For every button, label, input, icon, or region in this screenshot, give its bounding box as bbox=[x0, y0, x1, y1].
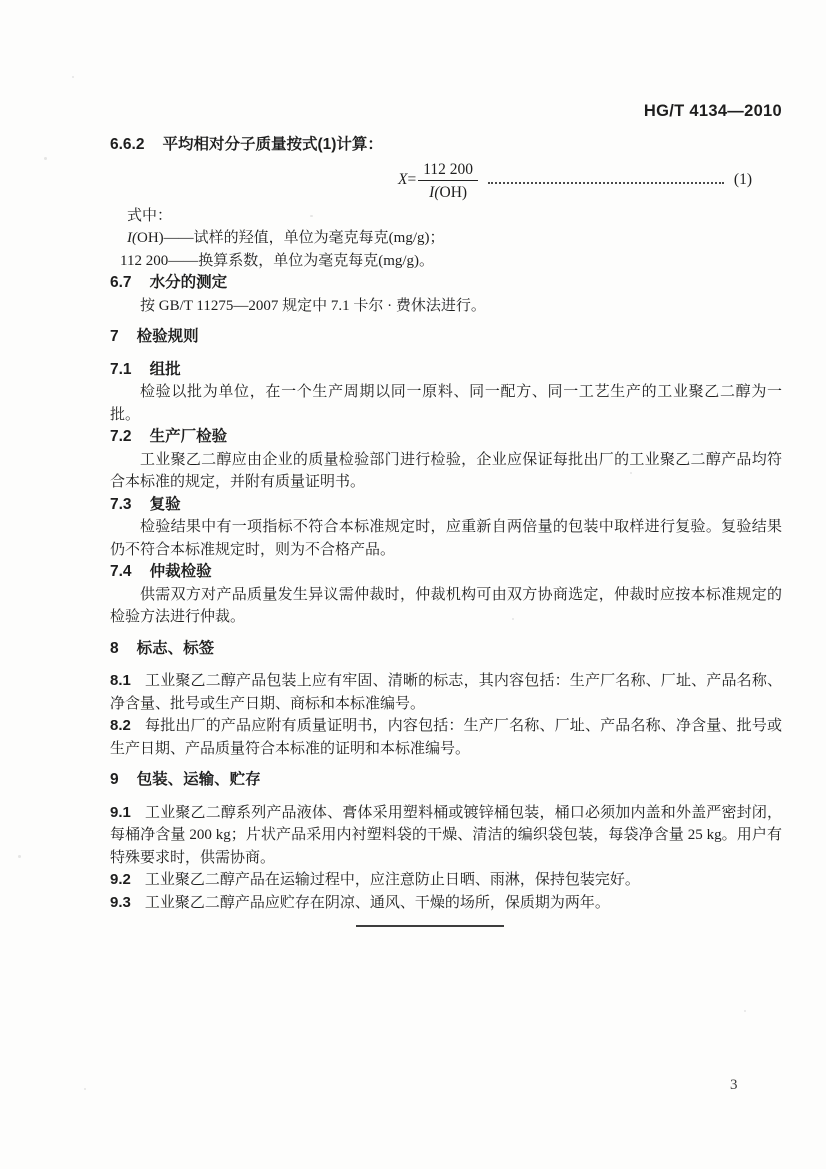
fraction-denominator: I(OH) bbox=[429, 183, 468, 201]
clause-9-2 bbox=[110, 869, 782, 892]
section-title: 标志、标签 bbox=[136, 639, 215, 657]
clause-title: 复验 bbox=[149, 495, 181, 513]
clause-9-3 bbox=[110, 892, 782, 915]
clause-body: 工业聚乙二醇系列产品液体、膏体采用塑料桶或镀锌桶包装，桶口必须加内盖和外盖严密封闭，每桶净含量 200 kg；片状产品采用内衬塑料袋的干燥、清洁的编织袋包装，每袋净含量 25 kg。用户有特殊要求时，供需协商。 bbox=[110, 804, 782, 866]
clause-body: 工业聚乙二醇产品在运输过程中，应注意防止日晒、雨淋，保持包装完好。 bbox=[144, 872, 640, 888]
clause-9-1 bbox=[110, 802, 782, 870]
clause-7-3-heading bbox=[110, 494, 782, 517]
definition-112200: 112 200——换算系数，单位为毫克每克(mg/g)。 bbox=[120, 252, 435, 269]
clause-number: 6.6.2 bbox=[110, 136, 145, 153]
scan-speck bbox=[72, 76, 74, 78]
section-number: 7 bbox=[110, 328, 119, 345]
clause-number: 9.2 bbox=[110, 871, 131, 888]
clause-7-2-heading bbox=[110, 426, 782, 449]
formula-equals: = bbox=[407, 171, 417, 189]
clause-6-7-body: 按 GB/T 11275—2007 规定中 7.1 卡尔 · 费休法进行。 bbox=[140, 297, 486, 314]
clause-body: 工业聚乙二醇产品应贮存在阴凉、通风、干燥的场所，保质期为两年。 bbox=[144, 894, 610, 911]
section-7-heading bbox=[110, 326, 782, 349]
clause-number: 8.1 bbox=[110, 672, 131, 689]
scan-speck bbox=[744, 1010, 746, 1012]
clause-title: 生产厂检验 bbox=[149, 428, 228, 445]
clause-8-1 bbox=[110, 670, 782, 715]
clause-8-2 bbox=[110, 715, 782, 760]
clause-7-4-heading bbox=[110, 561, 782, 584]
clause-number: 9.1 bbox=[110, 803, 131, 821]
scan-speck bbox=[84, 1088, 86, 1090]
scan-speck bbox=[630, 472, 632, 474]
dotted-leader bbox=[488, 182, 724, 184]
clause-number: 7.1 bbox=[110, 360, 132, 378]
clause-number: 7.3 bbox=[110, 495, 132, 513]
formula-1 bbox=[398, 158, 752, 204]
scan-speck bbox=[18, 855, 21, 858]
clause-7-2-body: 工业聚乙二醇应由企业的质量检验部门进行检验，企业应保证每批出厂的工业聚乙二醇产品均符合本标准的规定，并附有质量证明书。 bbox=[110, 451, 782, 490]
clause-number: 7.4 bbox=[110, 563, 132, 580]
scan-speck bbox=[310, 215, 313, 217]
equation-number: (1) bbox=[733, 171, 752, 189]
clause-body: 每批出厂的产品应附有质量证明书，内容包括：生产厂名称、厂址、产品名称、净含量、批号或生产日期、产品质量符合本标准的证明和本标准编号。 bbox=[110, 718, 782, 757]
scan-speck bbox=[44, 157, 47, 160]
fraction-numerator: 112 200 bbox=[418, 160, 478, 181]
clause-number: 6.7 bbox=[110, 274, 132, 291]
clause-body: 工业聚乙二醇产品包装上应有牢固、清晰的标志，其内容包括：生产厂名称、厂址、产品名称、净含量、批号或生产日期、商标和本标准编号。 bbox=[110, 673, 782, 712]
clause-title: 平均相对分子质量按式(1)计算： bbox=[162, 136, 383, 153]
formula-fraction bbox=[418, 160, 478, 202]
section-9-heading bbox=[110, 769, 782, 792]
section-number: 8 bbox=[110, 639, 119, 657]
clause-6-6-2-heading bbox=[110, 134, 782, 157]
clause-7-4-body: 供需双方对产品质量发生异议需仲裁时，仲裁机构可由双方协商选定，仲裁时应按本标准规定的检验方法进行仲裁。 bbox=[110, 586, 782, 625]
formula-variable: X bbox=[398, 171, 408, 189]
clause-number: 7.2 bbox=[110, 428, 132, 445]
clause-7-1-body: 检验以批为单位，在一个生产周期以同一原料、同一配方、同一工艺生产的工业聚乙二醇为一批。 bbox=[110, 384, 782, 423]
clause-6-7-heading bbox=[110, 272, 782, 295]
section-title: 检验规则 bbox=[136, 328, 199, 345]
section-number: 9 bbox=[110, 771, 119, 788]
section-title: 包装、运输、贮存 bbox=[136, 771, 261, 788]
clause-number: 8.2 bbox=[110, 717, 131, 734]
section-8-heading bbox=[110, 638, 782, 661]
clause-7-1-heading bbox=[110, 359, 782, 382]
scan-speck bbox=[140, 330, 142, 332]
clause-number: 9.3 bbox=[110, 893, 131, 911]
standard-code-header: HG/T 4134—2010 bbox=[643, 102, 782, 120]
clause-7-3-body: 检验结果中有一项指标不符合本标准规定时，应重新自两倍量的包装中取样进行复验。复验结果仍不符合本标准规定时，则为不合格产品。 bbox=[110, 519, 782, 558]
page-number: 3 bbox=[730, 1077, 738, 1093]
clause-title: 仲裁检验 bbox=[149, 563, 212, 580]
clause-title: 组批 bbox=[149, 360, 181, 378]
clause-title: 水分的测定 bbox=[149, 274, 228, 291]
definition-ioh: I(OH)——试样的羟值，单位为毫克每克(mg/g)； bbox=[127, 230, 445, 246]
scan-speck bbox=[512, 618, 514, 620]
end-of-text-rule bbox=[356, 925, 504, 927]
where-label: 式中： bbox=[127, 207, 173, 224]
